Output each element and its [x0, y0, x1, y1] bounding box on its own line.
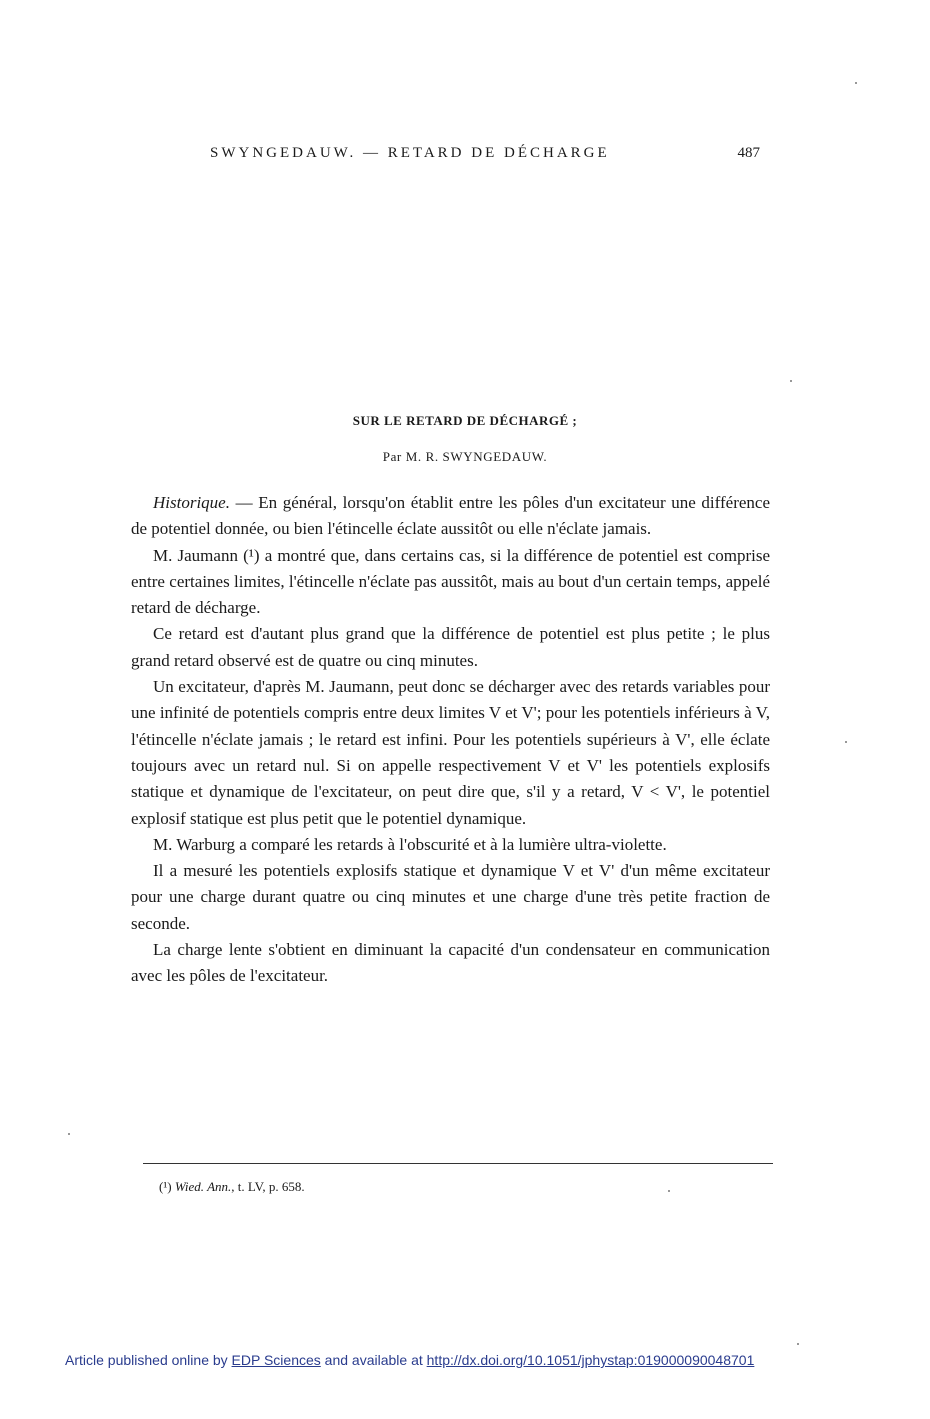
scan-speck [668, 1190, 670, 1192]
article-body [131, 490, 770, 990]
scan-speck [68, 1133, 70, 1135]
scan-speck [855, 82, 857, 84]
footnote-marker: (¹) [159, 1179, 175, 1194]
paragraph: M. Warburg a comparé les retards à l'obscurité et à la lumière ultra-violette. [153, 834, 667, 854]
scan-speck [797, 1343, 799, 1345]
paragraph-text: — En général, lorsqu'on établit entre les pôles d'un excitateur une différence de potentiel donnée, ou bien l'étincelle éclate aussitôt ou elle n'éclate jamais. [131, 493, 770, 539]
article-byline: Par M. R. SWYNGEDAUW. [382, 449, 548, 464]
footnote-text: , t. LV, p. 658. [231, 1179, 305, 1194]
footnote-source: Wied. Ann. [174, 1179, 232, 1194]
running-head [130, 145, 770, 167]
paragraph: Un excitateur, d'après M. Jaumann, peut donc se décharger avec des retards variables pour une infinité de potentiels compris entre deux limites V et V'; pour les potentiels inférieurs à V, l'étincelle n'éclate jamais ; le retard est infini. Pour les potentiels supérieurs à V', elle éclate toujours avec un retard nul. Si on appelle respectivement V et V' les potentiels explosifs statique et dynamique de l'excitateur, on peut dire que, s'il y a retard, V < V', le potentiel explosif statique est plus petit que le potentiel dynamique. [131, 677, 770, 828]
scan-speck [845, 741, 847, 743]
paragraph: Ce retard est d'autant plus grand que la différence de potentiel est plus petite ; le plus grand retard observé est de quatre ou cinq minutes. [131, 624, 770, 670]
footnote [159, 1179, 305, 1195]
publisher-prefix: Article published online by [65, 1352, 232, 1368]
footnote-rule [143, 1163, 773, 1164]
paragraph: La charge lente s'obtient en diminuant la capacité d'un condensateur en communication avec les pôles de l'excitateur. [131, 940, 770, 986]
publisher-line [65, 1352, 754, 1368]
publisher-link[interactable]: EDP Sciences [231, 1352, 321, 1368]
scan-speck [790, 380, 792, 382]
section-lead: Historique. [153, 493, 230, 512]
running-head-title: SWYNGEDAUW. — RETARD DE DÉCHARGE [210, 145, 610, 161]
page-number: 487 [737, 145, 760, 161]
paragraph: M. Jaumann (¹) a montré que, dans certains cas, si la différence de potentiel est comprise entre certaines limites, l'étincelle n'éclate pas aussitôt, mais au bout d'un certain temps, appelé retard de décharge. [131, 545, 770, 618]
doi-link[interactable]: http://dx.doi.org/10.1051/jphystap:019000090048701 [426, 1352, 755, 1368]
paragraph-historique [131, 490, 770, 543]
article-title: SUR LE RETARD DE DÉCHARGÉ ; [352, 413, 578, 428]
paragraph: Il a mesuré les potentiels explosifs statique et dynamique V et V' d'un même excitateur pour une charge durant quatre ou cinq minutes et une charge d'une très petite fraction de seconde. [131, 861, 770, 933]
publisher-middle: and available at [320, 1352, 427, 1368]
